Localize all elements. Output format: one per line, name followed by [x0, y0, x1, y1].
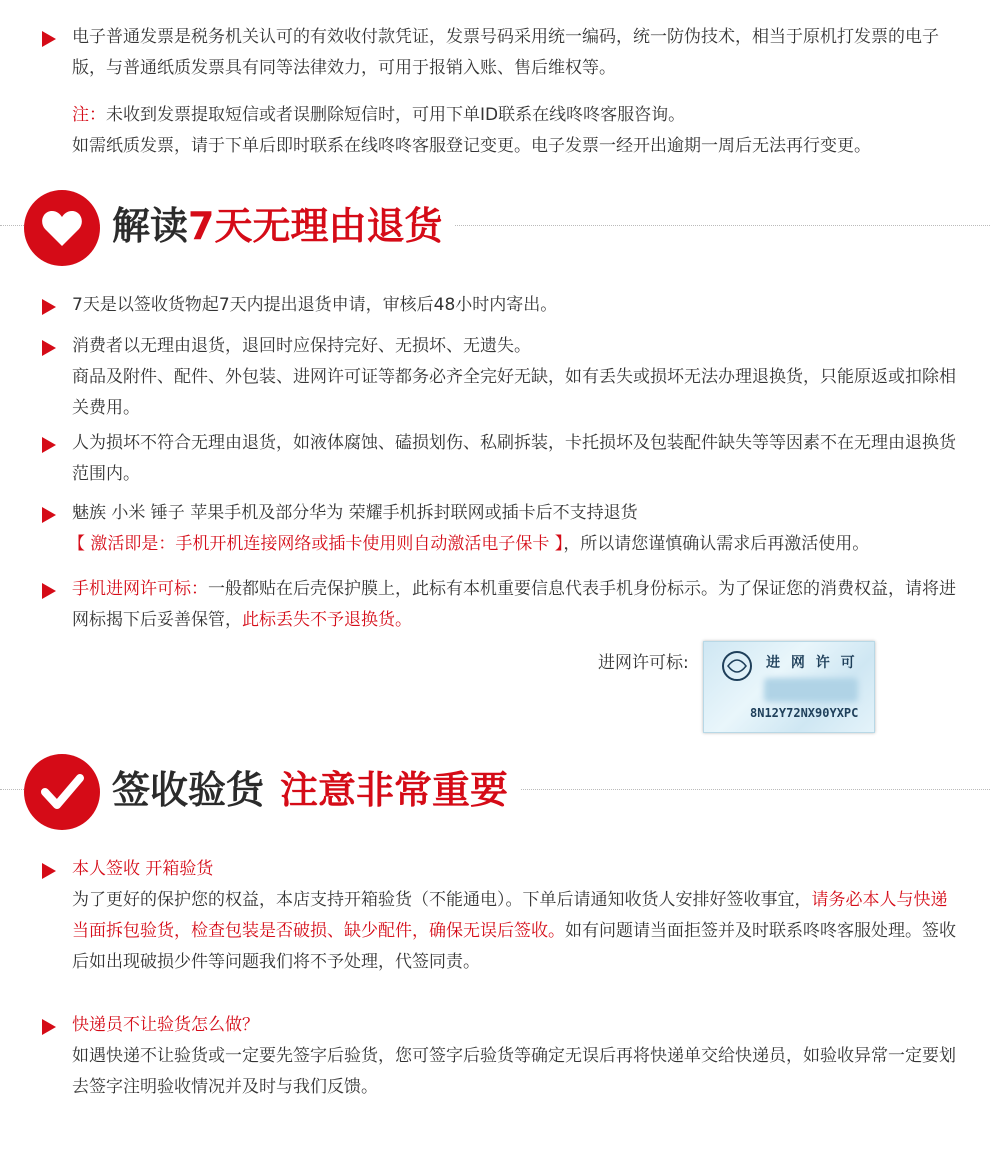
section-title-red: 7天无理由退货	[188, 204, 443, 248]
item-text: 7天是以签收货物起7天内提出退货申请，审核后48小时内寄出。	[72, 295, 558, 315]
list-item	[42, 574, 960, 636]
section-return-policy-header	[0, 188, 990, 268]
item-title: 快递员不让验货怎么做？	[72, 1015, 259, 1035]
bullet-triangle-icon	[42, 31, 56, 47]
note-text: 未收到发票提取短信或者误删除短信时，可用下单ID联系在线咚咚客服咨询。	[106, 105, 686, 125]
list-item	[42, 854, 960, 978]
item-title: 本人签收 开箱验货	[72, 859, 214, 879]
bullet-triangle-icon	[42, 507, 56, 523]
cmii-logo-icon	[720, 650, 754, 682]
section-title	[100, 198, 454, 254]
item-text: 人为损坏不符合无理由退货，如液体腐蚀、磕损划伤、私刷拆装，卡托损坏及包装配件缺失等等因素不在无理由退换货范围内。	[72, 433, 956, 484]
sticker-title: 进 网 许 可	[766, 655, 858, 671]
bullet-triangle-icon	[42, 437, 56, 453]
item-subtext: 商品及附件、配件、外包装、进网许可证等都务必齐全完好无缺，如有丢失或损坏无法办理退换货，只能原返或扣除相关费用。	[72, 367, 956, 418]
item-body: 为了更好的保护您的权益，本店支持开箱验货（不能通电）。下单后请通知收货人安排好签收事宜，	[72, 890, 812, 910]
network-license-sticker	[703, 641, 875, 733]
bullet-triangle-icon	[42, 863, 56, 879]
item-body-tail: 如有问题请当面拒签并及时联系咚咚客服处理。签收后如出现破损少件等问题我们将不予处理，代签同责。	[72, 921, 956, 972]
invoice-paragraph: 电子普通发票是税务机关认可的有效收付款凭证，发票号码采用统一编码，统一防伪技术，相当于原机打发票的电子版，与普通纸质发票具有同等法律效力，可用于报销入账、售后维权等。	[72, 27, 939, 78]
note-label: 注：	[72, 105, 106, 125]
license-caption: 进网许可标:	[598, 653, 689, 673]
invoice-note-line2: 如需纸质发票，请于下单后即时联系在线咚咚客服登记变更。电子发票一经开出逾期一周后无法再行变更。	[72, 136, 871, 156]
list-item	[42, 428, 960, 490]
license-label-inline: 手机进网许可标：	[72, 579, 208, 599]
item-body: 如遇快递不让验货或一定要先签字后验货，您可签字后验货等确定无误后再将快递单交给快递员，如验收异常一定要划去签字注明验收情况并及时与我们反馈。	[72, 1046, 956, 1097]
invoice-note	[72, 100, 960, 131]
bullet-triangle-icon	[42, 583, 56, 599]
sticker-code: 8N12Y72NX90YXPC	[750, 706, 859, 720]
activation-notice-tail: ，所以请您谨慎确认需求后再激活使用。	[563, 534, 870, 554]
list-item	[42, 290, 960, 321]
section-title-dark: 解读	[112, 204, 189, 248]
section-inspection-header	[0, 752, 990, 832]
bullet-triangle-icon	[42, 1019, 56, 1035]
bullet-triangle-icon	[42, 299, 56, 315]
section-title-dark: 签收验货	[112, 768, 265, 812]
invoice-info	[42, 22, 960, 84]
item-red-tail: 此标丢失不予退换货。	[242, 610, 412, 630]
activation-notice: 【 激活即是：手机开机连接网络或插卡使用则自动激活电子保卡 】	[68, 534, 564, 554]
item-text: 魅族 小米 锤子 苹果手机及部分华为 荣耀手机拆封联网或插卡后不支持退货	[72, 503, 638, 523]
list-item	[42, 1010, 960, 1103]
list-item	[42, 498, 960, 560]
bullet-triangle-icon	[42, 340, 56, 356]
heart-icon	[24, 190, 100, 266]
sticker-blurred-area	[764, 678, 858, 702]
list-item	[42, 331, 960, 424]
section-title-red: 注意非常重要	[280, 768, 509, 812]
item-text: 消费者以无理由退货，退回时应保持完好、无损坏、无遗失。	[72, 336, 531, 356]
item-body-red: 请务必本人与快递当面拆包验货，检查包装是否破损、缺少配件，确保无误后签收。	[72, 890, 948, 941]
item-text: 一般都贴在后壳保护膜上，此标有本机重要信息代表手机身份标示。为了保证您的消费权益，请将进网标揭下后妥善保管，	[72, 579, 956, 630]
checkmark-icon	[24, 754, 100, 830]
section-title	[100, 762, 520, 818]
